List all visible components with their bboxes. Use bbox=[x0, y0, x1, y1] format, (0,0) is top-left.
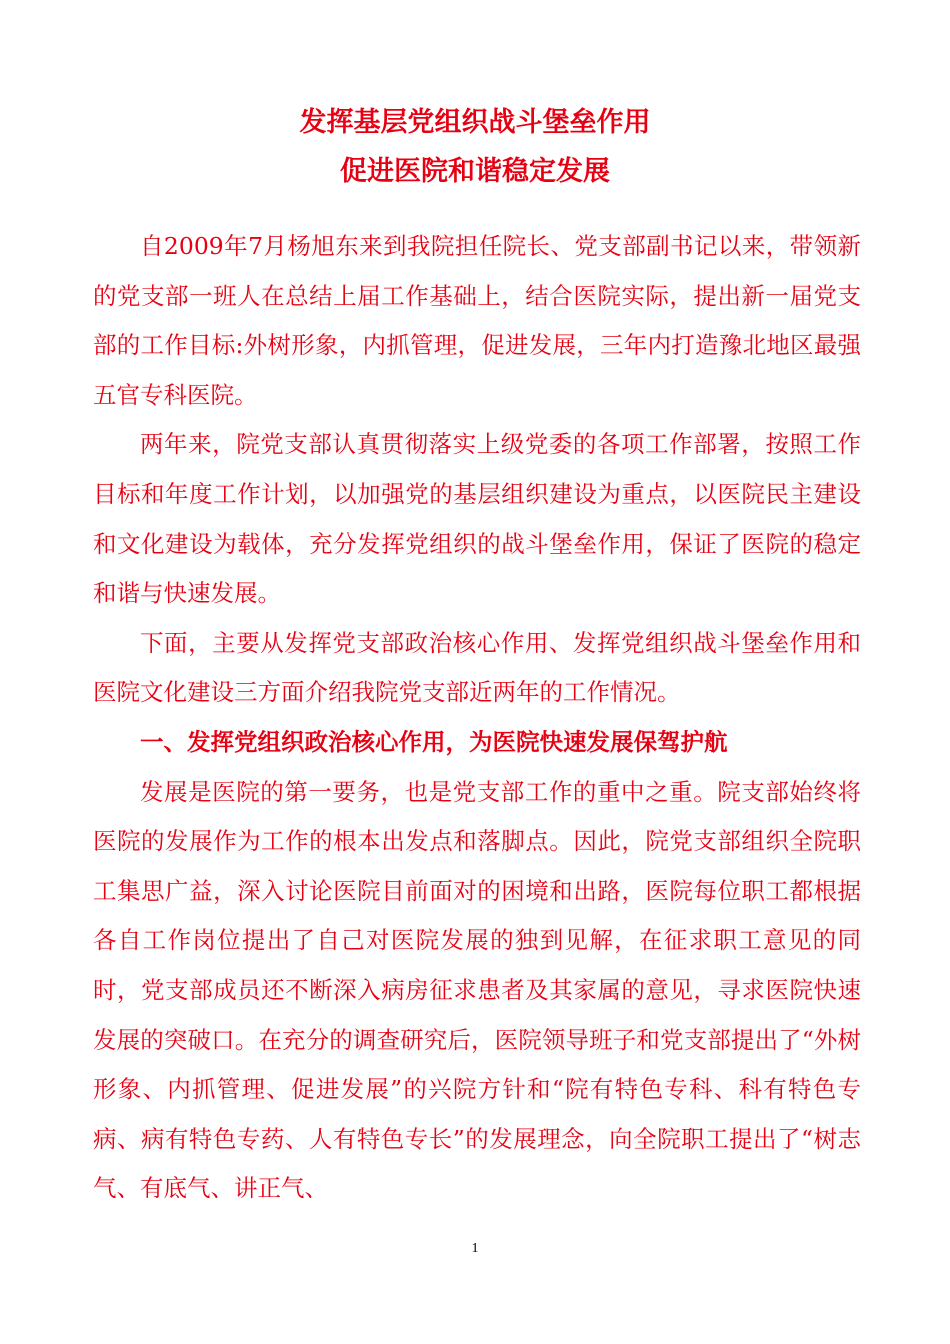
document-title-line-2: 促进医院和谐稳定发展 bbox=[340, 156, 610, 187]
document-body bbox=[93, 222, 861, 1214]
page-number: 1 bbox=[471, 1241, 479, 1256]
section-1-paragraph: 发展是医院的第一要务，也是党支部工作的重中之重。院支部始终将医院的发展作为工作的根本出发点和落脚点。因此，院党支部组织全院职工集思广益，深入讨论医院目前面对的困境和出路，医院每位职工都根据各自工作岗位提出了自己对医院发展的独到见解，在征求职工意见的同时，党支部成员还不断深入病房征求患者及其家属的意见，寻求医院快速发展的突破口。在充分的调查研究后，医院领导班子和党支部提出了“外树形象、内抓管理、促进发展”的兴院方针和“院有特色专科、科有特色专病、病有特色专药、人有特色专长”的发展理念，向全院职工提出了“树志气、有底气、讲正气、 bbox=[93, 777, 861, 1203]
section-1-heading: 一、发挥党组织政治核心作用，为医院快速发展保驾护航 bbox=[140, 727, 728, 756]
paragraph-overview: 下面，主要从发挥党支部政治核心作用、发挥党组织战斗堡垒作用和医院文化建设三方面介绍我院党支部近两年的工作情况。 bbox=[93, 628, 861, 707]
document-title-line-1: 发挥基层党组织战斗堡垒作用 bbox=[299, 107, 651, 138]
paragraph-intro: 自2009年7月杨旭东来到我院担任院长、党支部副书记以来，带领新的党支部一班人在总结上届工作基础上，结合医院实际，提出新一届党支部的工作目标:外树形象，内抓管理，促进发展，三年内打造豫北地区最强五官专科医院。 bbox=[93, 232, 861, 409]
paragraph-two-years: 两年来，院党支部认真贯彻落实上级党委的各项工作部署，按照工作目标和年度工作计划，以加强党的基层组织建设为重点，以医院民主建设和文化建设为载体，充分发挥党组织的战斗堡垒作用，保证了医院的稳定和谐与快速发展。 bbox=[93, 430, 861, 608]
